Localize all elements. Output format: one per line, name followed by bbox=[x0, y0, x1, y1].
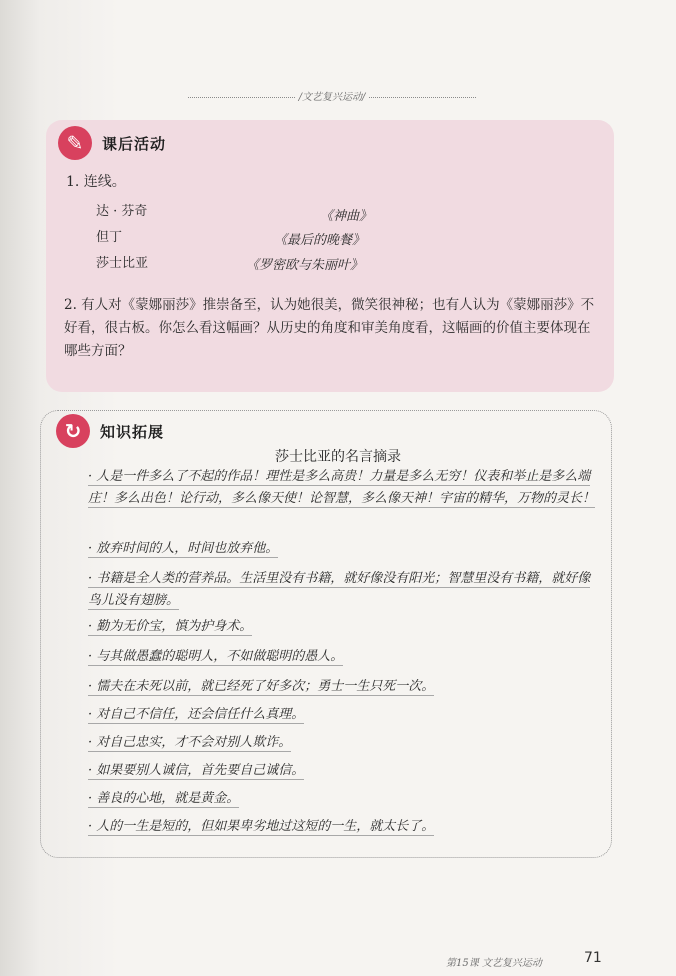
quote-item bbox=[88, 676, 598, 698]
quote-text: · 勤为无价宝，慎为护身术。 bbox=[88, 619, 253, 634]
quote-text: · 善良的心地，就是黄金。 bbox=[88, 791, 240, 806]
quote-item bbox=[88, 646, 598, 668]
quote-item bbox=[88, 760, 598, 782]
quote-item bbox=[88, 616, 598, 638]
match-right-item: 《最后的晚餐》 bbox=[274, 233, 366, 248]
page-number: 71 bbox=[584, 950, 602, 966]
match-right-item: 《罗密欧与朱丽叶》 bbox=[246, 258, 364, 273]
header-dots-right bbox=[369, 97, 476, 98]
match-left-item: 达 · 芬奇 bbox=[96, 204, 148, 219]
quote-text: · 对自己不信任，还会信任什么真理。 bbox=[88, 707, 305, 722]
question-2-text: 2. 有人对《蒙娜丽莎》推崇备至，认为她很美，微笑很神秘；也有人认为《蒙娜丽莎》不好看，很古板。你怎么看这幅画？从历史的角度和审美角度看，这幅画的价值主要体现在哪些方面？ bbox=[64, 297, 595, 359]
match-left-item: 但丁 bbox=[96, 230, 123, 245]
quote-item bbox=[88, 704, 598, 726]
quotes-subtitle: 莎士比亚的名言摘录 bbox=[275, 449, 401, 465]
arrow-target-icon: ↻ bbox=[56, 414, 90, 448]
match-right-item: 《神曲》 bbox=[320, 209, 373, 224]
quote-text: · 放弃时间的人，时间也放弃他。 bbox=[88, 541, 279, 556]
activity-title: 课后活动 bbox=[102, 135, 167, 153]
quote-text: · 人的一生是短的，但如果卑劣地过这短的一生，就太长了。 bbox=[88, 819, 435, 834]
quote-item bbox=[88, 568, 598, 612]
quote-item bbox=[88, 466, 598, 510]
quote-text: · 与其做愚蠢的聪明人，不如做聪明的愚人。 bbox=[88, 649, 344, 664]
quote-item bbox=[88, 538, 598, 560]
quote-text: · 书籍是全人类的营养品。生活里没有书籍，就好像没有阳光；智慧里没有书籍，就好像鸟儿没有翅膀。 bbox=[88, 571, 591, 608]
quote-text: · 懦夫在未死以前，就已经死了好多次；勇士一生只死一次。 bbox=[88, 679, 435, 694]
quote-text: · 对自己忠实，才不会对别人欺诈。 bbox=[88, 735, 292, 750]
quote-item bbox=[88, 732, 598, 754]
footer-lesson: 第15课 文艺复兴运动 bbox=[446, 958, 542, 969]
running-header bbox=[188, 88, 476, 103]
quote-item bbox=[88, 816, 598, 838]
quote-item bbox=[88, 788, 598, 810]
quote-text: · 如果要别人诚信，首先要自己诚信。 bbox=[88, 763, 305, 778]
running-title: /文艺复兴运动/ bbox=[298, 92, 366, 103]
quote-text: · 人是一件多么了不起的作品！理性是多么高贵！力量是多么无穷！仪表和举止是多么端庄！多么出色！论行动，多么像天使！论智慧，多么像天神！宇宙的精华，万物的灵长！ bbox=[88, 469, 596, 506]
extension-title: 知识拓展 bbox=[100, 423, 165, 441]
header-dots-left bbox=[188, 97, 295, 98]
match-left-item: 莎士比亚 bbox=[96, 256, 149, 271]
question-1-label: 1. 连线。 bbox=[66, 174, 126, 190]
pencil-icon: ✎ bbox=[58, 126, 92, 160]
